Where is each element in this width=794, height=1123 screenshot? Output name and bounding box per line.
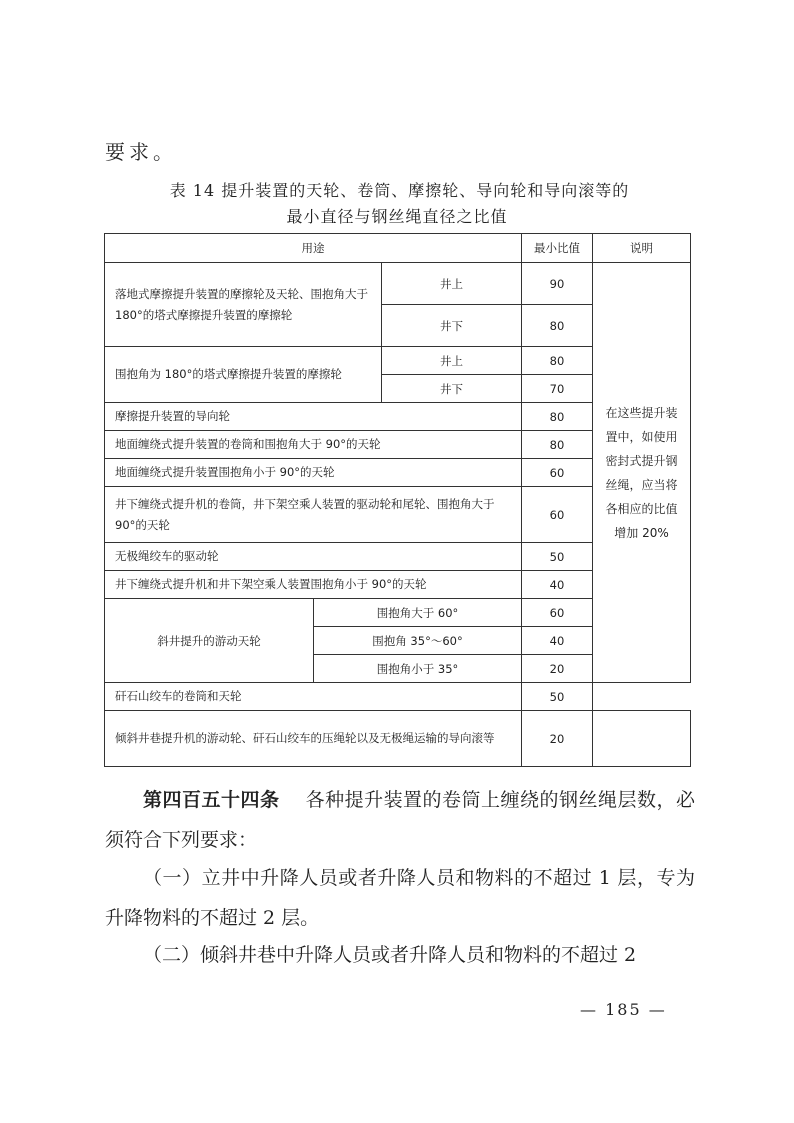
empty-note-cell [593, 711, 691, 767]
article-item-1: （一）立井中升降人员或者升降人员和物料的不超过 1 层，专为升降物料的不超过 2 层。 [105, 867, 695, 929]
row-sub: 围抱角 35°～60° [314, 627, 522, 655]
row-value: 50 [522, 683, 593, 711]
article-item-2: （二）倾斜井巷中升降人员或者升降人员和物料的不超过 2 [143, 944, 637, 966]
row-sub: 井上 [382, 263, 522, 305]
row-value: 80 [522, 403, 593, 431]
row-value: 40 [522, 571, 593, 599]
article-paragraph [105, 780, 695, 860]
row-value: 50 [522, 543, 593, 571]
table-note: 在这些提升装置中，如使用密封式提升钢丝绳，应当将各相应的比值增加 20% [593, 263, 691, 683]
row-desc: 落地式摩擦提升装置的摩擦轮及天轮、围抱角大于 180°的塔式摩擦提升装置的摩擦轮 [105, 263, 382, 347]
row-desc: 井下缠绕式提升机的卷筒，井下架空乘人装置的驱动轮和尾轮、围抱角大于 90°的天轮 [105, 487, 522, 543]
row-desc: 矸石山绞车的卷筒和天轮 [105, 683, 522, 711]
table-title-line2: 最小直径与钢丝绳直径之比值 [286, 207, 508, 226]
table-row [105, 683, 691, 711]
table-row [105, 711, 691, 767]
table-title-line1: 表 14 提升装置的天轮、卷筒、摩擦轮、导向轮和导向滚等的 [169, 181, 630, 200]
row-value: 40 [522, 627, 593, 655]
header-note: 说明 [593, 234, 691, 263]
row-sub: 围抱角小于 35° [314, 655, 522, 683]
table-row [105, 263, 691, 305]
article-heading: 第四百五十四条 [143, 789, 280, 811]
row-desc: 地面缠绕式提升装置的卷筒和围抱角大于 90°的天轮 [105, 431, 522, 459]
row-value: 90 [522, 263, 593, 305]
row-value: 60 [522, 459, 593, 487]
row-desc: 斜井提升的游动天轮 [105, 599, 314, 683]
page-number: — 185 — [580, 1000, 667, 1019]
row-desc: 围抱角为 180°的塔式摩擦提升装置的摩擦轮 [105, 347, 382, 403]
header-usage: 用途 [105, 234, 522, 263]
row-desc: 地面缠绕式提升装置围抱角小于 90°的天轮 [105, 459, 522, 487]
row-value: 80 [522, 305, 593, 347]
row-sub: 井下 [382, 375, 522, 403]
row-desc: 倾斜井巷提升机的游动轮、矸石山绞车的压绳轮以及无极绳运输的导向滚等 [105, 711, 522, 767]
ratio-table [104, 233, 691, 767]
row-value: 80 [522, 347, 593, 375]
row-value: 20 [522, 655, 593, 683]
row-sub: 井下 [382, 305, 522, 347]
table-header-row [105, 234, 691, 263]
row-value: 70 [522, 375, 593, 403]
header-ratio: 最小比值 [522, 234, 593, 263]
row-value: 60 [522, 487, 593, 543]
row-desc: 无极绳绞车的驱动轮 [105, 543, 522, 571]
article-text: 各种提升装置的卷筒上缠绕的钢丝绳层数，必须符合下列要求： [105, 789, 695, 851]
row-value: 20 [522, 711, 593, 767]
row-value: 80 [522, 431, 593, 459]
row-desc: 摩擦提升装置的导向轮 [105, 403, 522, 431]
row-sub: 井上 [382, 347, 522, 375]
row-sub: 围抱角大于 60° [314, 599, 522, 627]
row-desc: 井下缠绕式提升机和井下架空乘人装置围抱角小于 90°的天轮 [105, 571, 522, 599]
intro-text: 要求。 [105, 140, 177, 164]
row-value: 60 [522, 599, 593, 627]
